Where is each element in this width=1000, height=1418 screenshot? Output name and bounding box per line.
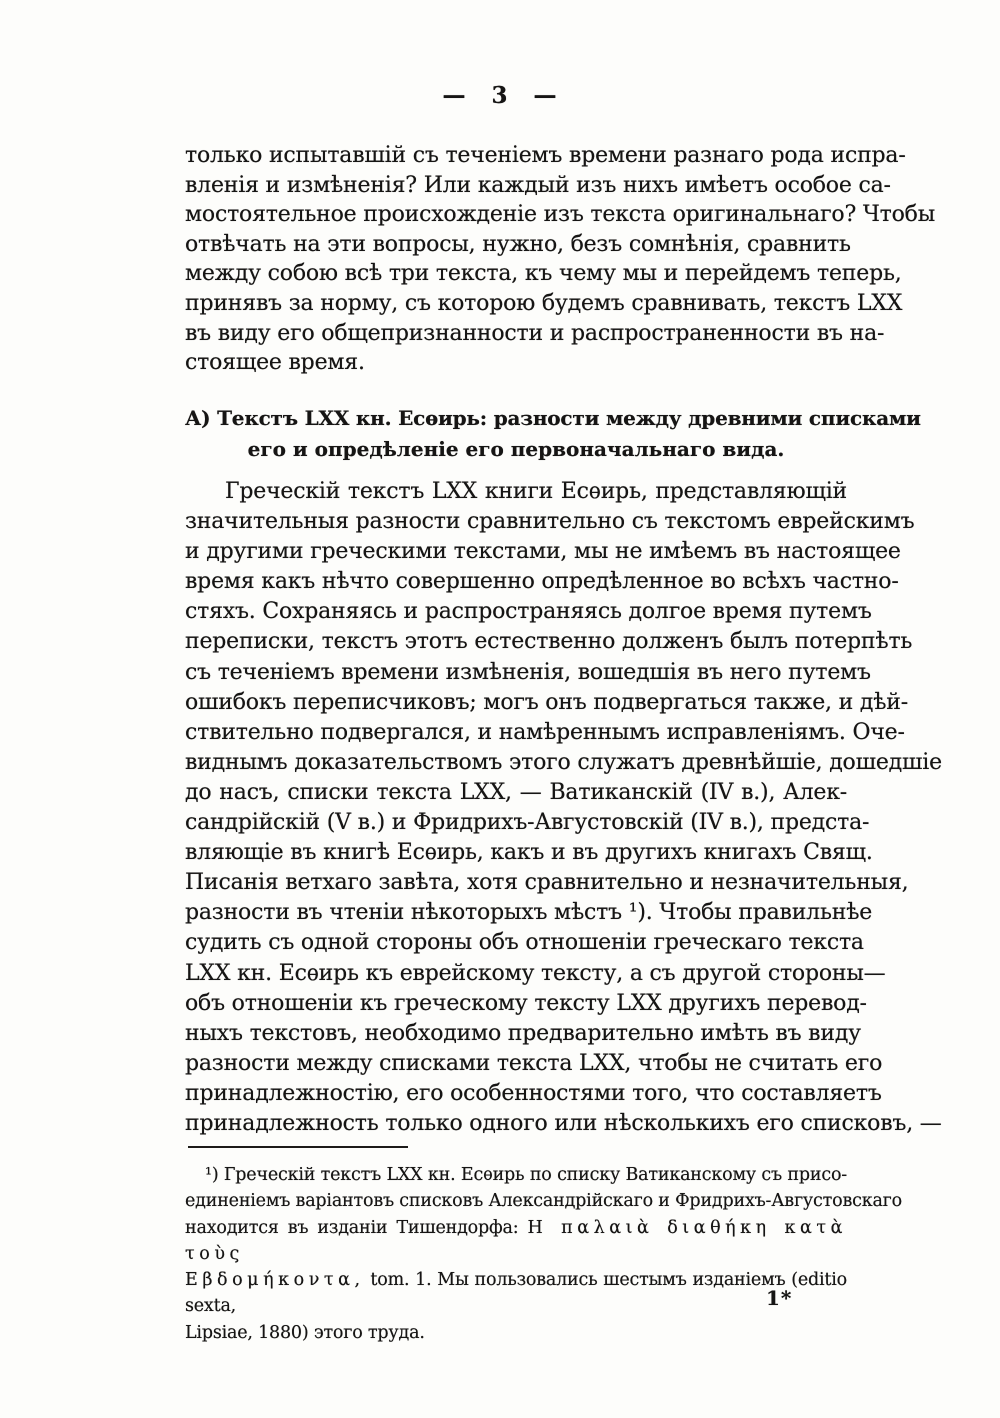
text-line: въ виду его общепризнанности и распространенности въ на- [185,320,885,346]
text-line: LXX кн. Есѳирь къ еврейскому тексту, а съ другой стороны— [185,960,886,986]
text-line: стоящее время. [185,350,365,376]
footnote-separator-rule [188,1146,408,1148]
text-line: переписки, текстъ этотъ естественно долженъ былъ потерпѣть [185,629,913,655]
footnote-text: tom. 1. Мы пользовались шестымъ изданіемъ (editio sexta, [185,1270,847,1317]
text-line: Греческій текстъ LXX книги Есѳирь, представляющій [225,479,847,504]
text-line: вляющіе въ книгѣ Есѳирь, какъ и въ другихъ книгахъ Свящ. [185,840,873,866]
footnote-line [185,1215,847,1268]
text-line: разности между списками текста LXX, чтобы не считать его [185,1050,883,1076]
footnote-text: находится въ изданіи Тишендорфа: [185,1217,519,1238]
text-line: только испытавшій съ теченіемъ времени разнаго рода испра- [185,143,906,168]
section-heading [185,403,921,465]
text-line: виднымъ доказательствомъ этого служатъ древнѣйшіе, дошедшіе [185,749,942,775]
text-line: отвѣчать на эти вопросы, нужно, безъ сомнѣнія, сравнить [185,231,851,257]
greek-phrase: Η παλαιὰ διαθήκη κατὰ τοὺς [185,1217,847,1264]
text-line: сандрійскій (V в.) и Фридрихъ-Августовскій (IV в.), предста- [185,810,870,836]
text-line: судить съ одной стороны объ отношеніи греческаго текста [185,930,864,956]
footnote-line: Lipsiae, 1880) этого труда. [185,1322,425,1343]
footnote-line [185,1162,847,1188]
text-line: принадлежностію, его особенностями того, что составляетъ [185,1080,882,1106]
text-line: и другими греческими текстами, мы не имѣемъ въ настоящее [185,539,901,565]
text-line: принявъ за норму, съ которою будемъ сравнивать, текстъ LXX [185,290,903,316]
text-line: съ теченіемъ времени измѣненія, вошедшія въ него путемъ [185,659,871,685]
text-line: между собою всѣ три текста, къ чему мы и перейдемъ теперь, [185,261,902,287]
paragraph-2 [185,477,942,1139]
text-line: ныхъ текстовъ, необходимо предварительно имѣть въ виду [185,1020,861,1046]
footnote-line: единеніемъ варіантовъ списковъ Александрійскаго и Фридрихъ-Августовскаго [185,1191,902,1212]
page-number: — 3 — [442,82,558,109]
text-line: ствительно подвергался, и намѣреннымъ исправленіямъ. Оче- [185,719,905,745]
greek-phrase: Εβδομήκοντα, [185,1270,365,1291]
text-line: разности въ чтеніи нѣкоторыхъ мѣстъ ¹). Чтобы правильнѣе [185,900,873,926]
text-line: время какъ нѣчто совершенно опредѣленное во всѣхъ частно- [185,569,899,595]
text-line: ошибокъ переписчиковъ; могъ онъ подвергаться также, и дѣй- [185,689,908,715]
text-line: объ отношеніи къ греческому тексту LXX другихъ перевод- [185,990,867,1016]
footnote-text: Греческій текстъ LXX кн. Есѳирь по списку Ватиканскому съ присо- [223,1165,847,1185]
footnote [185,1162,902,1346]
heading-line: А) Текстъ LXX кн. Есѳирь: разности между древними списками [185,406,921,430]
text-line: стяхъ. Сохраняясь и распространяясь долгое время путемъ [185,599,872,625]
footnote-marker: ¹) [205,1165,219,1185]
text-line: мостоятельное происхожденіе изъ текста оригинальнаго? Чтобы [185,202,936,228]
text-line: вленія и измѣненія? Или каждый изъ нихъ имѣетъ особое са- [185,172,891,198]
paragraph-1 [185,141,936,378]
text-line: значительныя разности сравнительно съ текстомъ еврейскимъ [185,509,915,535]
signature-mark: 1* [766,1286,793,1310]
text-line: Писанія ветхаго завѣта, хотя сравнительно и незначительныя, [185,870,909,896]
heading-line: его и опредѣленіе его первоначальнаго вида. [247,437,785,461]
footnote-line [185,1267,847,1320]
text-line: принадлежность только одного или нѣсколькихъ его списковъ, — [185,1110,942,1136]
text-line: до насъ, списки текста LXX, — Ватиканскій (IV в.), Алек- [185,779,847,805]
